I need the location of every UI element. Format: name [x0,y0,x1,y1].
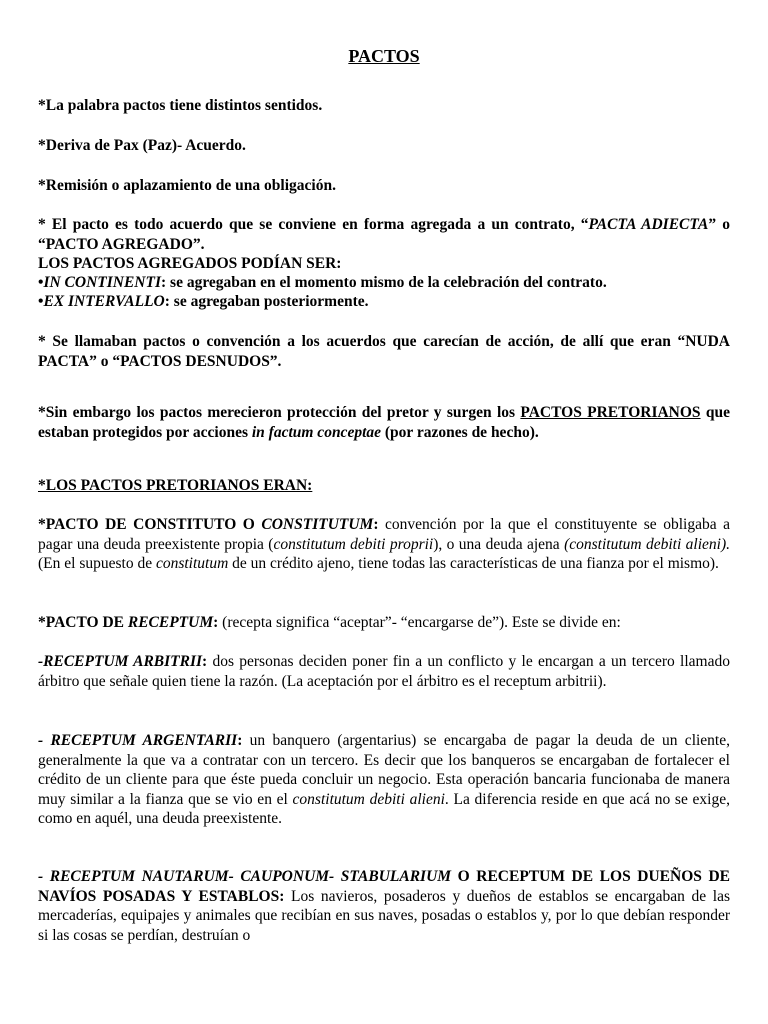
bold-italic-term: RECEPTUM [127,614,214,631]
paragraph-receptum-arbitrii [38,652,730,691]
paragraph-constitutum [38,515,730,574]
italic-term: constitutum debiti proprii [273,535,434,553]
bold-term: *PACTO DE [38,614,128,631]
heading-pactos-agregados: LOS PACTOS AGREGADOS PODÍAN SER: [38,255,342,272]
paragraph-pacto-agregado [38,215,730,254]
text-segment: (por razones de hecho). [381,423,539,441]
italic-term: in factum conceptae [251,423,382,441]
text-segment: Los navieros, posaderos y dueños de establos se encargaban de las mercaderías, equipajes y animales que recibían en sus naves, posadas o establos y, por lo que debían responder si las cosas se perdían, destruían o [38,887,730,944]
bold-term: : [213,614,219,631]
italic-term: (constitutum debiti alieni). [564,535,730,553]
paragraph-pactos-pretorianos [38,403,730,442]
text-segment: dos personas deciden poner fin a un conflicto y le encargan a un tercero llamado árbitro que señale quien tiene la razón. (La aceptación por el árbitro es el receptum arbitrii). [38,653,730,690]
bold-italic-term: - RECEPTUM ARGENTARII [38,732,238,749]
paragraph-remision: *Remisión o aplazamiento de una obligación. [38,177,336,194]
bullet-ex-intervallo [38,292,730,312]
bullet-marker: • [38,274,44,291]
text-segment: convención por la que el constituyente se obligaba a pagar una deuda preexistente propia ( [38,516,730,553]
text-segment: un banquero (argentarius) se encargaba de pagar la deuda de un cliente, generalmente la que va a contratar con un tercero. Es decir que los banqueros se encargaban de fortalecer el crédito de un cliente para que éste pueda concluir un negocio. Esta operación bancaria funcionaba de manera muy similar a la fianza que se vio en el [38,732,730,808]
italic-term: PACTA ADIECTA [588,216,709,233]
bold-term: : [237,732,243,749]
italic-term: IN CONTINENTI [43,274,161,291]
text-segment: de un crédito ajeno, tiene todas las características de una fianza por el mismo). [228,555,719,572]
underlined-term: PACTOS PRETORIANOS [520,404,701,421]
bold-term: : [202,653,208,670]
paragraph-receptum-argentarii [38,731,730,829]
text-segment: que estaban protegidos por acciones [38,404,730,441]
bold-italic-term: -RECEPTUM ARBITRII [38,653,203,670]
text-segment: ” o “PACTO AGREGADO”. [38,216,730,253]
italic-term: EX INTERVALLO [43,293,165,310]
text-segment: (recepta significa “aceptar”- “encargarse de”). Este se divide en: [218,614,621,631]
text-segment: : se agregaban posteriormente. [164,293,369,310]
paragraph-deriva-pax: *Deriva de Pax (Paz)- Acuerdo. [38,137,246,154]
paragraph-receptum-nautarum [38,867,730,945]
paragraph-nuda-pacta: * Se llamaban pactos o convención a los acuerdos que carecían de acción, de allí que eran “NUDA PACTA” o “PACTOS DESNUDOS”. [38,333,730,370]
text-segment: ), o una deuda ajena [433,535,565,553]
heading-pactos-pretorianos-eran [38,476,730,496]
title-text: PACTOS [348,46,420,66]
paragraph-receptum [38,613,730,633]
page-title [0,46,768,67]
text-segment: * El pacto es todo acuerdo que se conviene en forma agregada a un contrato, “ [38,216,589,233]
bold-italic-term: - RECEPTUM NAUTARUM- CAUPONUM- STABULARIUM [38,868,452,885]
bullet-marker: • [38,293,44,310]
paragraph-palabra-pactos: *La palabra pactos tiene distintos sentidos. [38,97,323,114]
text-segment: . La diferencia reside en que acá no se exige, como en aquél, una deuda preexistente. [38,790,730,827]
bold-term: O RECEPTUM DE LOS DUEÑOS DE NAVÍOS POSADAS Y ESTABLOS: [38,868,730,905]
italic-term: constitutum [155,555,229,572]
bold-term: *PACTO DE CONSTITUTO O [38,516,262,533]
text-segment: (En el supuesto de [38,555,156,572]
italic-term: constitutum debiti alieni [292,790,445,808]
bullet-in-continenti [38,273,730,293]
bold-term: : [373,516,379,533]
text-segment: *Sin embargo los pactos merecieron protección del pretor y surgen los [38,404,521,421]
underlined-heading: *LOS PACTOS PRETORIANOS ERAN: [38,477,313,494]
bold-italic-term: CONSTITUTUM [261,516,374,533]
text-segment: : se agregaban en el momento mismo de la celebración del contrato. [161,274,607,291]
